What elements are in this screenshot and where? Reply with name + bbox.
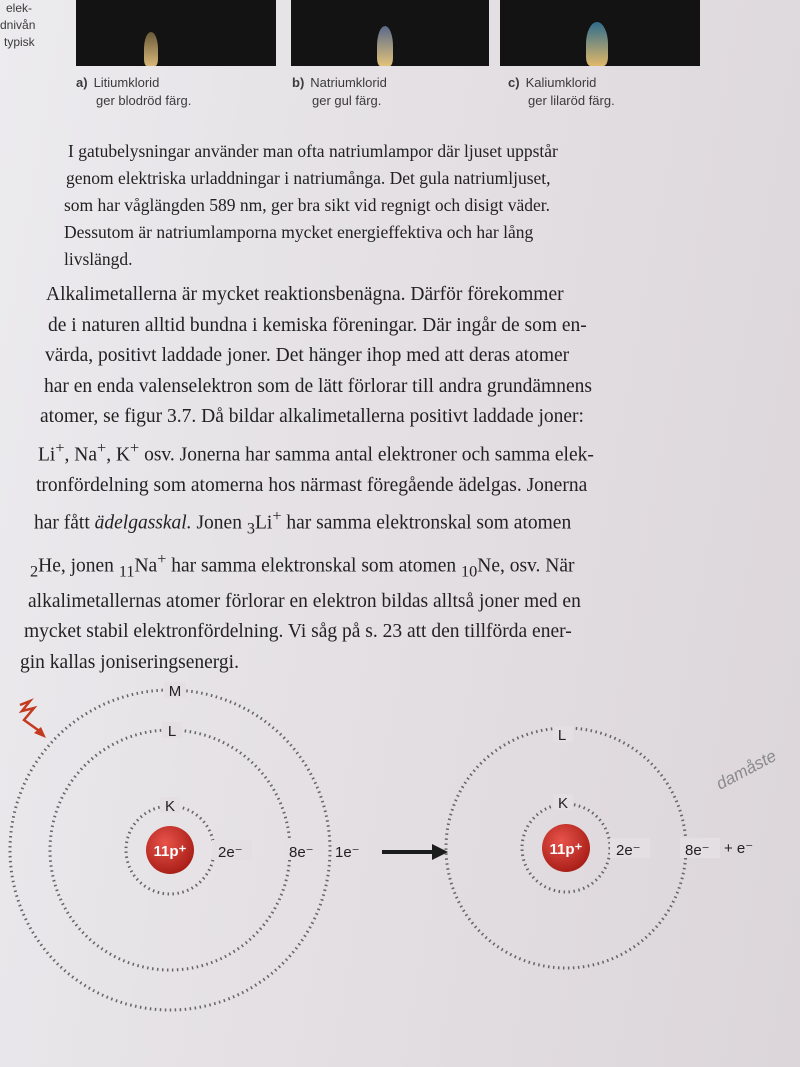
caption-text: Litiumklorid [93,75,160,90]
shell-label-l: L [557,727,567,744]
text-line: Dessutom är natriumlamporna mycket energieffektiva och har lång [64,222,534,242]
text-run: har fått [34,512,95,534]
caption-label: a) [76,75,88,90]
caption-text: ger gul färg. [312,93,382,108]
electron-count-l: 8e⁻ [289,844,314,861]
text-run: har samma elektronskal som atomen [281,512,572,534]
text-line: alkalimetallernas atomer förlorar en elektron bildas alltså joner med en [28,590,581,612]
superscript: + [157,549,167,568]
text-line: atomer, se figur 3.7. Då bildar alkalimetallerna positivt laddade joner: [40,406,584,427]
shell-label-k: K [557,795,569,812]
text-line: värda, positivt laddade joner. Det hänger ihop med att deras atomer [45,345,570,366]
text-line: mycket stabil elektronfördelning. Vi såg på s. 23 att den tillförda ener- [24,621,572,643]
subscript: 11 [118,562,135,581]
caption-label: c) [508,75,520,90]
shell-label-m: M [168,683,182,700]
subscript: 3 [246,519,255,538]
reaction-arrow-icon [382,844,448,860]
margin-note-line: elek- [6,1,33,15]
electron-count-k: 2e⁻ [218,844,243,861]
shell-label-k: K [164,798,176,815]
text-run: har samma elektronskal som atomen [166,555,461,577]
margin-note-line: typisk [4,35,35,49]
text-run: Ne, osv. När [477,555,575,577]
text-line: Li+, Na+, K+ osv. Jonerna har samma antal elektroner och samma elek- [38,438,594,465]
superscript: + [130,438,140,457]
text-line: gin kallas joniseringsenergi. [20,651,239,673]
released-electron: + e⁻ [724,840,754,857]
text-line: de i naturen alltid bundna i kemiska föreningar. Där ingår de som en- [48,314,587,336]
text-line: som har våglängden 589 nm, ger bra sikt vid regnigt och disigt väder. [64,195,551,215]
text-run: He, jonen [38,555,119,577]
caption-text: ger lilaröd färg. [528,93,615,108]
text-line: genom elektriska urladdningar i natriumånga. Det gula natriumljuset, [66,168,551,188]
caption-text: Natriumklorid [310,75,387,90]
handwritten-note: damåste [712,746,780,794]
ion-symbol: K [115,444,131,465]
text-run: Jonen [191,512,247,534]
nucleus-label: 11p⁺ [549,841,583,858]
ion-symbol: Li [254,512,273,534]
sodium-ion-diagram [446,726,753,968]
caption-text: ger blodröd färg. [96,93,192,108]
superscript: + [272,507,282,525]
ion-symbol: Li [38,444,56,465]
electron-count-m: 1e⁻ [335,844,360,861]
text-line: tronfördelning som atomerna hos närmast föregående ädelgas. Jonerna [36,474,588,496]
ion-symbol: Na [134,555,158,577]
text-run: osv. Jonerna har samma antal elektroner och samma elek- [139,444,594,465]
ion-symbol: Na [74,444,98,465]
subscript: 2 [30,562,39,581]
shell-label-l: L [167,723,177,740]
nucleus-label: 11p⁺ [153,843,187,860]
subscript: 10 [460,562,478,581]
caption-text: Kaliumklorid [525,75,597,90]
sodium-atom-diagram [10,682,360,1010]
superscript: + [97,438,107,457]
text-line: I gatubelysningar använder man ofta natriumlampor där ljuset uppstår [68,141,558,161]
margin-note-line: dnivån [0,18,36,32]
electron-count-k: 2e⁻ [616,842,641,859]
caption-label: b) [292,75,305,90]
text-line: har en enda valenselektron som de lätt förlorar till andra grundämnens [44,375,592,397]
energy-zigzag-icon [20,701,38,730]
electron-count-l: 8e⁻ [685,842,710,859]
italic-term: ädelgasskal. [94,512,192,534]
text-line: livslängd. [64,249,133,269]
text-line: Alkalimetallerna är mycket reaktionsbenägna. Därför förekommer [46,284,564,305]
superscript: + [55,438,65,457]
